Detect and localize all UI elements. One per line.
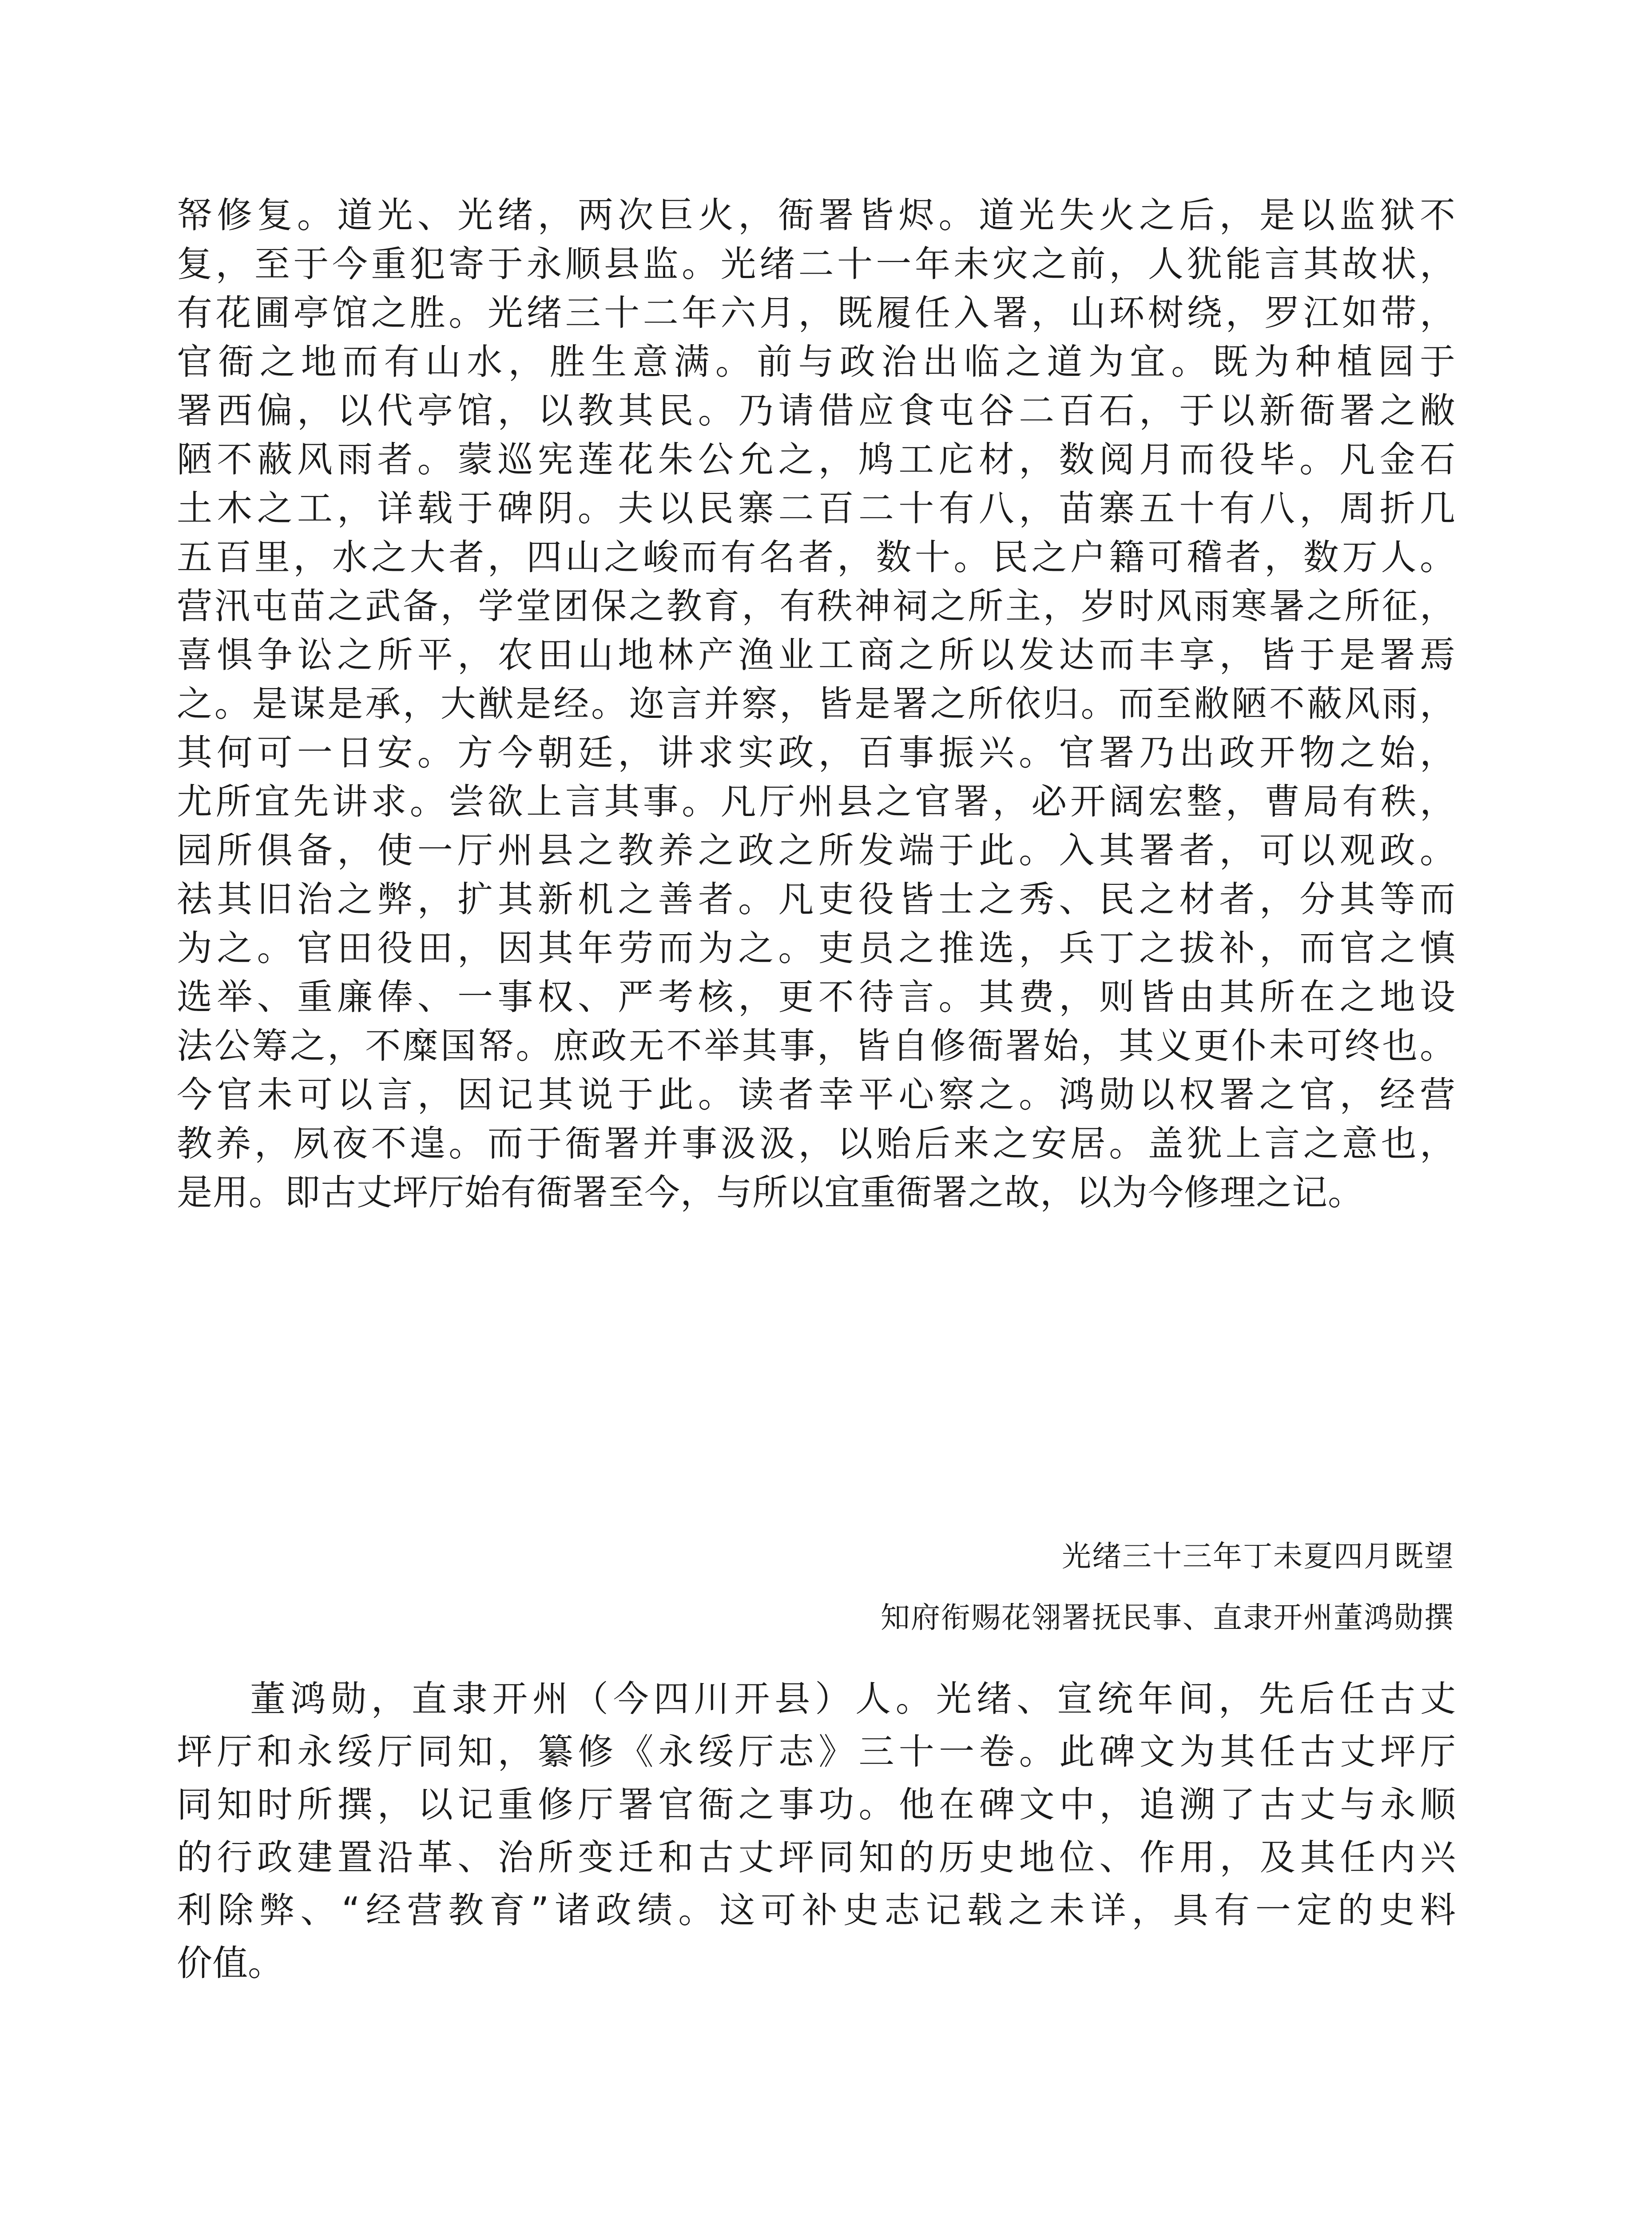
inscription-line: 选举、重廉俸、一事权、严考核，更不待言。其费，则皆由其所在之地设 — [177, 976, 1456, 1018]
inscription-text — [177, 191, 1456, 1217]
inscription-line: 复，至于今重犯寄于永顺县监。光绪二十一年未灾之前，人犹能言其故状， — [177, 243, 1456, 285]
commentary-paragraph — [177, 1672, 1456, 1990]
commentary-line: 价值。 — [177, 1942, 283, 1984]
inscription-author: 知府衔赐花翎署抚民事、直隶开州董鸿勋撰 — [881, 1600, 1454, 1635]
inscription-line: 五百里，水之大者，四山之峻而有名者，数十。民之户籍可稽者，数万人。 — [177, 537, 1456, 578]
inscription-line: 有花圃亭馆之胜。光绪三十二年六月，既履任入署，山环树绕，罗江如带， — [177, 292, 1456, 334]
commentary-line: 利除弊、“经营教育”诸政绩。这可补史志记载之未详，具有一定的史料 — [177, 1890, 1456, 1931]
inscription-line: 祛其旧治之弊，扩其新机之善者。凡吏役皆士之秀、民之材者，分其等而 — [177, 879, 1456, 920]
inscription-line: 之。是谋是承，大猷是经。迩言并察，皆是署之所依归。而至敝陋不蔽风雨， — [177, 683, 1456, 724]
inscription-line: 法公筹之，不糜国帑。庶政无不举其事，皆自修衙署始，其义更仆未可终也。 — [177, 1025, 1456, 1067]
commentary-line: 的行政建置沿革、治所变迁和古丈坪同知的历史地位、作用，及其任内兴 — [177, 1837, 1456, 1878]
inscription-line: 园所俱备，使一厅州县之教养之政之所发端于此。入其署者，可以观政。 — [177, 830, 1456, 871]
inscription-line: 是用。即古丈坪厅始有衙署至今，与所以宜重衙署之故，以为今修理之记。 — [177, 1172, 1364, 1213]
inscription-line: 尤所宜先讲求。尝欲上言其事。凡厅州县之官署，必开阔宏整，曹局有秩， — [177, 781, 1456, 822]
inscription-line: 教养，夙夜不遑。而于衙署并事汲汲，以贻后来之安居。盖犹上言之意也， — [177, 1123, 1456, 1164]
inscription-line: 其何可一日安。方今朝廷，讲求实政，百事振兴。官署乃出政开物之始， — [177, 732, 1456, 773]
inscription-line: 陋不蔽风雨者。蒙巡宪莲花朱公允之，鸠工庀材，数阅月而役毕。凡金石 — [177, 439, 1456, 480]
inscription-line: 帑修复。道光、光绪，两次巨火，衙署皆烬。道光失火之后，是以监狱不 — [177, 195, 1456, 236]
inscription-line: 官衙之地而有山水，胜生意满。前与政治出临之道为宜。既为种植园于 — [177, 341, 1456, 382]
inscription-line: 土木之工，详载于碑阴。夫以民寨二百二十有八，苗寨五十有八，周折几 — [177, 488, 1456, 529]
inscription-line: 为之。官田役田，因其年劳而为之。吏员之推选，兵丁之拔补，而官之慎 — [177, 927, 1456, 969]
inscription-line: 署西偏，以代亭馆，以教其民。乃请借应食屯谷二百石，于以新衙署之敝 — [177, 390, 1456, 431]
commentary-line: 坪厅和永绥厅同知，纂修《永绥厅志》三十一卷。此碑文为其任古丈坪厅 — [177, 1731, 1456, 1772]
inscription-line: 营汛屯苗之武备，学堂团保之教育，有秩神祠之所主，岁时风雨寒暑之所征， — [177, 585, 1456, 627]
commentary-line: 同知时所撰，以记重修厅署官衙之事功。他在碑文中，追溯了古丈与永顺 — [177, 1784, 1456, 1825]
commentary-line: 董鸿勋，直隶开州（今四川开县）人。光绪、宣统年间，先后任古丈 — [250, 1678, 1456, 1719]
inscription-line: 喜惧争讼之所平，农田山地林产渔业工商之所以发达而丰享，皆于是署焉 — [177, 634, 1456, 676]
inscription-date: 光绪三十三年丁未夏四月既望 — [1062, 1539, 1454, 1573]
inscription-line: 今官未可以言，因记其说于此。读者幸平心察之。鸿勋以权署之官，经营 — [177, 1074, 1456, 1115]
